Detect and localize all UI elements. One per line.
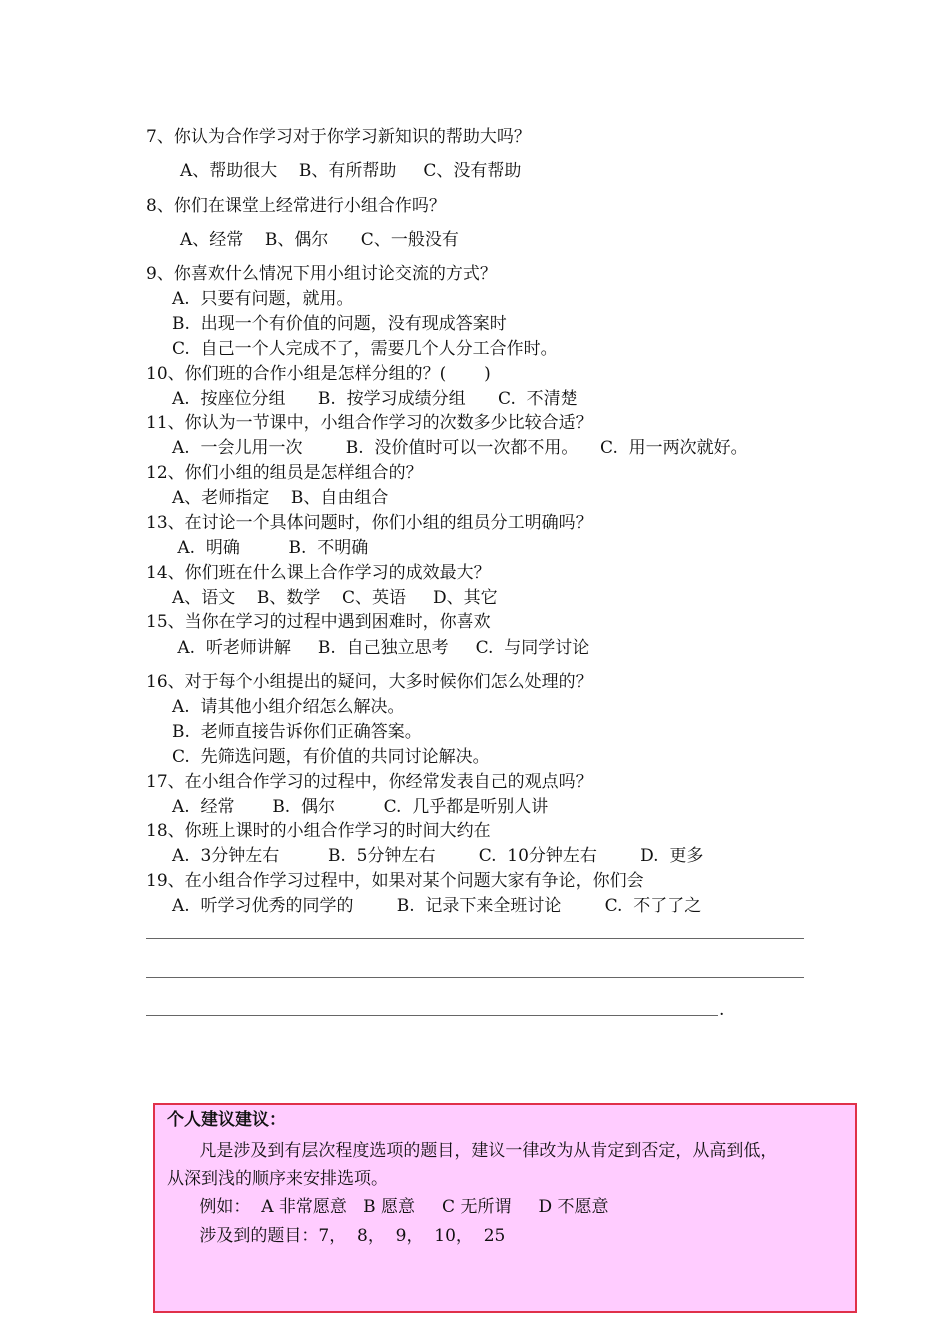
question-10: 10、你们班的合作小组是怎样分组的？( ) (146, 364, 491, 384)
question-14-options: A、语文 B、数学 C、英语 D、其它 (172, 588, 498, 608)
question-7: 7、你认为合作学习对于你学习新知识的帮助大吗？ (146, 127, 531, 147)
suggestion-example: 例如： A 非常愿意 B 愿意 C 无所谓 D 不愿意 (167, 1197, 609, 1217)
question-16-option-c: C. 先筛选问题，有价值的共同讨论解决。 (172, 747, 490, 767)
question-17: 17、在小组合作学习的过程中，你经常发表自己的观点吗？ (146, 772, 593, 792)
question-13: 13、在讨论一个具体问题时，你们小组的组员分工明确吗？ (146, 513, 593, 533)
question-16: 16、对于每个小组提出的疑问，大多时候你们怎么处理的？ (146, 672, 593, 692)
question-13-options: A. 明确 B. 不明确 (172, 538, 369, 558)
question-8: 8、你们在课堂上经常进行小组合作吗？ (146, 196, 446, 216)
answer-line[interactable] (146, 977, 804, 978)
question-18-options: A. 3分钟左右 B. 5分钟左右 C. 10分钟左右 D. 更多 (172, 846, 704, 866)
question-9-option-b: B. 出现一个有价值的问题，没有现成答案时 (172, 314, 507, 334)
question-8-options: A、经常 B、偶尔 C、一般没有 (180, 230, 459, 250)
suggestion-title: 个人建议建议： (167, 1110, 286, 1130)
answer-line[interactable] (146, 938, 804, 939)
question-9: 9、你喜欢什么情况下用小组讨论交流的方式？ (146, 264, 497, 284)
answer-end-mark: . (719, 1000, 725, 1020)
question-19-options: A. 听学习优秀的同学的 B. 记录下来全班讨论 C. 不了了之 (172, 896, 702, 916)
question-15: 15、当你在学习的过程中遇到困难时，你喜欢 (146, 612, 491, 632)
question-14: 14、你们班在什么课上合作学习的成效最大？ (146, 563, 491, 583)
question-11: 11、你认为一节课中，小组合作学习的次数多少比较合适？ (146, 413, 593, 433)
question-16-option-b: B. 老师直接告诉你们正确答案。 (172, 722, 422, 742)
answer-line[interactable] (146, 1015, 718, 1016)
question-10-options: A. 按座位分组 B. 按学习成绩分组 C. 不清楚 (172, 389, 578, 409)
question-11-options: A. 一会儿用一次 B. 没价值时可以一次都不用。 C. 用一两次就好。 (172, 438, 748, 458)
question-16-option-a: A. 请其他小组介绍怎么解决。 (172, 697, 405, 717)
suggestion-questions: 涉及到的题目：7， 8， 9， 10， 25 (167, 1226, 506, 1246)
question-17-options: A. 经常 B. 偶尔 C. 几乎都是听别人讲 (172, 797, 549, 817)
question-7-options: A、帮助很大 B、有所帮助 C、没有帮助 (180, 161, 522, 181)
question-12-options: A、老师指定 B、自由组合 (172, 488, 389, 508)
question-19: 19、在小组合作学习过程中，如果对某个问题大家有争论，你们会 (146, 871, 644, 891)
question-18: 18、你班上课时的小组合作学习的时间大约在 (146, 821, 491, 841)
question-15-options: A. 听老师讲解 B. 自己独立思考 C. 与同学讨论 (172, 638, 590, 658)
suggestion-line-2: 从深到浅的顺序来安排选项。 (167, 1169, 388, 1189)
question-9-option-c: C. 自己一个人完成不了，需要几个人分工合作时。 (172, 339, 558, 359)
question-12: 12、你们小组的组员是怎样组合的？ (146, 463, 423, 483)
suggestion-line-1: 凡是涉及到有层次程度选项的题目，建议一律改为从肯定到否定，从高到低， (167, 1141, 778, 1161)
question-9-option-a: A. 只要有问题，就用。 (172, 289, 354, 309)
suggestion-box (153, 1103, 857, 1313)
